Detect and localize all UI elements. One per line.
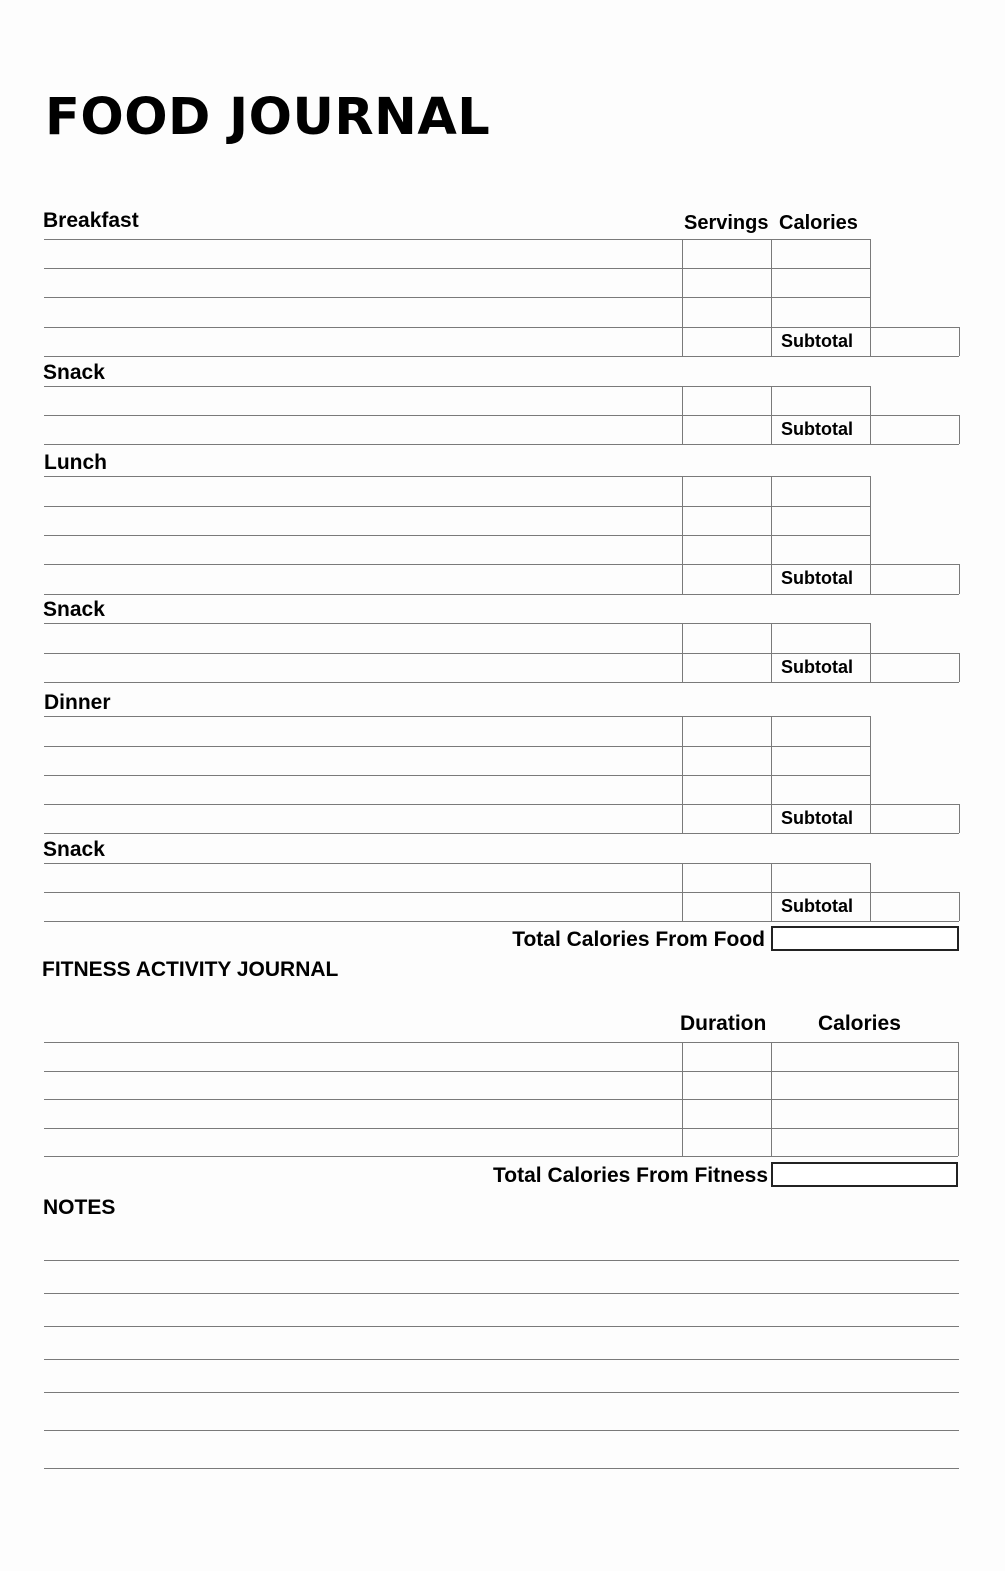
meal-heading: Breakfast — [43, 209, 139, 232]
subtotal-field[interactable] — [870, 804, 959, 833]
col-line — [959, 653, 960, 682]
calories-field[interactable] — [771, 716, 870, 746]
activity-field[interactable] — [44, 1071, 682, 1099]
food-item-field[interactable] — [44, 623, 682, 653]
row-line — [44, 921, 870, 922]
calories-field[interactable] — [771, 476, 870, 506]
row-line — [870, 833, 959, 834]
subtotal-field[interactable] — [870, 892, 959, 921]
duration-field[interactable] — [682, 1071, 771, 1099]
servings-field[interactable] — [682, 268, 771, 297]
meal-heading: Lunch — [44, 451, 107, 474]
food-item-field[interactable] — [44, 297, 682, 327]
fitness-calories-header: Calories — [818, 1012, 901, 1035]
subtotal-label: Subtotal — [781, 896, 853, 916]
row-line — [44, 594, 870, 595]
subtotal-field[interactable] — [870, 327, 959, 356]
food-item-field[interactable] — [44, 892, 682, 921]
activity-field[interactable] — [44, 1128, 682, 1156]
servings-field[interactable] — [682, 623, 771, 653]
calories-field[interactable] — [771, 746, 870, 775]
servings-field[interactable] — [682, 239, 771, 268]
row-line — [870, 594, 959, 595]
food-item-field[interactable] — [44, 746, 682, 775]
calories-field[interactable] — [771, 297, 870, 327]
fitness-heading: FITNESS ACTIVITY JOURNAL — [42, 958, 339, 981]
meal-heading: Dinner — [44, 691, 111, 714]
servings-field[interactable] — [682, 892, 771, 921]
food-item-field[interactable] — [44, 775, 682, 804]
food-item-field[interactable] — [44, 535, 682, 564]
row-line — [870, 921, 959, 922]
total-fitness-label: Total Calories From Fitness — [493, 1164, 768, 1187]
food-item-field[interactable] — [44, 268, 682, 297]
col-line — [959, 892, 960, 921]
food-item-field[interactable] — [44, 716, 682, 746]
fitness-calories-field[interactable] — [771, 1128, 958, 1156]
calories-field[interactable] — [771, 535, 870, 564]
fitness-calories-field[interactable] — [771, 1099, 958, 1128]
servings-field[interactable] — [682, 746, 771, 775]
calories-field[interactable] — [771, 239, 870, 268]
page-title: FOOD JOURNAL — [45, 88, 491, 147]
notes-line[interactable] — [44, 1430, 959, 1431]
servings-field[interactable] — [682, 415, 771, 444]
total-food-field[interactable] — [771, 926, 959, 951]
duration-field[interactable] — [682, 1042, 771, 1071]
servings-field[interactable] — [682, 863, 771, 892]
col-line — [959, 327, 960, 356]
duration-header: Duration — [680, 1012, 767, 1035]
subtotal-label: Subtotal — [781, 419, 853, 439]
food-item-field[interactable] — [44, 804, 682, 833]
food-item-field[interactable] — [44, 415, 682, 444]
row-line — [44, 356, 870, 357]
col-line — [959, 804, 960, 833]
meal-heading: Snack — [43, 838, 105, 861]
subtotal-label: Subtotal — [781, 808, 853, 828]
row-line — [44, 682, 870, 683]
food-item-field[interactable] — [44, 653, 682, 682]
row-line — [44, 444, 870, 445]
notes-line[interactable] — [44, 1392, 959, 1393]
notes-heading: NOTES — [43, 1196, 116, 1219]
food-item-field[interactable] — [44, 386, 682, 415]
activity-field[interactable] — [44, 1042, 682, 1071]
subtotal-label: Subtotal — [781, 657, 853, 677]
subtotal-label: Subtotal — [781, 568, 853, 588]
food-item-field[interactable] — [44, 327, 682, 356]
total-food-label: Total Calories From Food — [512, 928, 765, 951]
calories-field[interactable] — [771, 863, 870, 892]
servings-field[interactable] — [682, 804, 771, 833]
notes-line[interactable] — [44, 1293, 959, 1294]
col-line — [959, 415, 960, 444]
fitness-calories-field[interactable] — [771, 1042, 958, 1071]
row-line — [44, 833, 870, 834]
servings-header: Servings — [684, 212, 769, 234]
subtotal-field[interactable] — [870, 564, 959, 594]
calories-field[interactable] — [771, 386, 870, 415]
servings-field[interactable] — [682, 476, 771, 506]
row-line — [870, 682, 959, 683]
row-line — [870, 444, 959, 445]
col-line — [958, 1042, 959, 1156]
col-line — [959, 564, 960, 594]
servings-field[interactable] — [682, 297, 771, 327]
total-fitness-field[interactable] — [771, 1162, 958, 1187]
food-item-field[interactable] — [44, 476, 682, 506]
subtotal-field[interactable] — [870, 415, 959, 444]
servings-field[interactable] — [682, 535, 771, 564]
servings-field[interactable] — [682, 327, 771, 356]
meal-heading: Snack — [43, 598, 105, 621]
subtotal-label: Subtotal — [781, 331, 853, 351]
calories-field[interactable] — [771, 775, 870, 804]
calories-field[interactable] — [771, 268, 870, 297]
row-line — [870, 356, 959, 357]
activity-field[interactable] — [44, 1099, 682, 1128]
servings-field[interactable] — [682, 564, 771, 594]
notes-line[interactable] — [44, 1326, 959, 1327]
servings-field[interactable] — [682, 775, 771, 804]
calories-field[interactable] — [771, 623, 870, 653]
notes-line[interactable] — [44, 1468, 959, 1469]
servings-field[interactable] — [682, 716, 771, 746]
notes-line[interactable] — [44, 1359, 959, 1360]
food-item-field[interactable] — [44, 863, 682, 892]
servings-field[interactable] — [682, 386, 771, 415]
meal-heading: Snack — [43, 361, 105, 384]
fitness-calories-field[interactable] — [771, 1071, 958, 1099]
calories-header: Calories — [779, 212, 858, 234]
calories-field[interactable] — [771, 506, 870, 535]
subtotal-field[interactable] — [870, 653, 959, 682]
duration-field[interactable] — [682, 1128, 771, 1156]
food-item-field[interactable] — [44, 506, 682, 535]
row-line — [44, 1156, 958, 1157]
servings-field[interactable] — [682, 653, 771, 682]
food-item-field[interactable] — [44, 239, 682, 268]
servings-field[interactable] — [682, 506, 771, 535]
duration-field[interactable] — [682, 1099, 771, 1128]
food-item-field[interactable] — [44, 564, 682, 594]
notes-line[interactable] — [44, 1260, 959, 1261]
